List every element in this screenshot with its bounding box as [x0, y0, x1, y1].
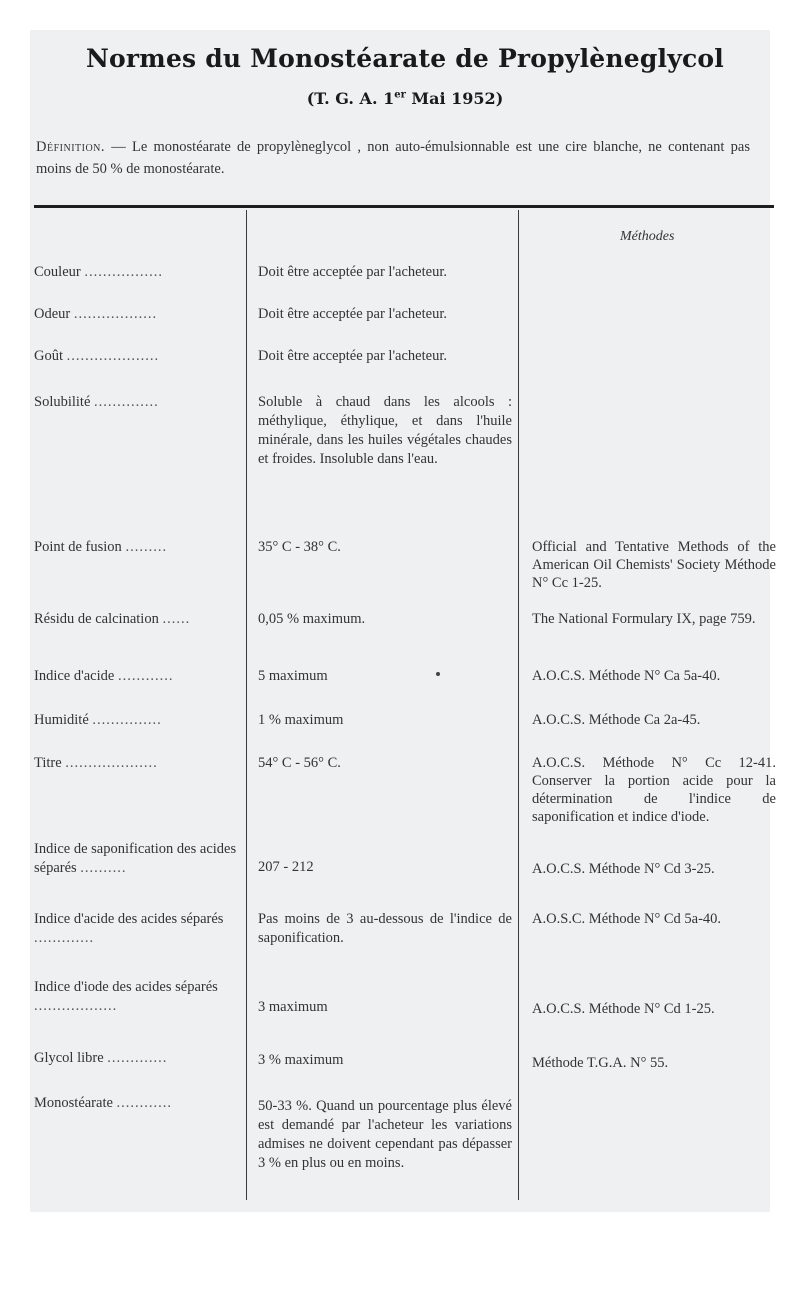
- page-title: Normes du Monostéarate de Propylèneglycol: [86, 44, 724, 73]
- subtitle-post: Mai 1952): [405, 89, 504, 108]
- row-label: Humidité ...............: [34, 712, 162, 728]
- row-value: Doit être acceptée par l'acheteur.: [258, 264, 447, 280]
- row-method: A.O.C.S. Méthode N° Cd 3-25.: [532, 861, 715, 877]
- row-label: Solubilité ..............: [34, 394, 159, 410]
- row-value: 35° C - 38° C.: [258, 539, 341, 555]
- row-value: 207 - 212: [258, 859, 314, 875]
- row-value: 50-33 %. Quand un pourcentage plus élevé est demandé par l'acheteur les variations admises ne doivent cependant pas dépasser 3 % en plus ou en moins.: [258, 1098, 512, 1171]
- column-divider-1: [246, 210, 247, 1200]
- row-method: Méthode T.G.A. N° 55.: [532, 1055, 669, 1071]
- definition-paragraph: [36, 136, 750, 180]
- row-value: Pas moins de 3 au-dessous de l'indice de saponification.: [258, 911, 512, 946]
- row-value: Doit être acceptée par l'acheteur.: [258, 348, 447, 364]
- row-method: A.O.C.S. Méthode Ca 2a-45.: [532, 712, 701, 728]
- row-value: 1 % maximum: [258, 712, 344, 728]
- row-value: 3 maximum: [258, 999, 328, 1015]
- row-value: 0,05 % maximum.: [258, 611, 366, 627]
- row-value: 3 % maximum: [258, 1052, 344, 1068]
- row-label: Indice d'acide ............: [34, 668, 174, 684]
- subtitle-sup: er: [394, 89, 406, 101]
- row-value: Doit être acceptée par l'acheteur.: [258, 306, 447, 322]
- row-method: The National Formulary IX, page 759.: [532, 611, 756, 627]
- row-label: Indice d'acide des acides séparés .............: [34, 911, 224, 946]
- page-subtitle: [0, 89, 800, 108]
- print-speck: [436, 672, 440, 676]
- row-method: Official and Tentative Methods of the American Oil Chemists' Society Méthode N° Cc 1-25.: [532, 539, 776, 591]
- row-label: Monostéarate ............: [34, 1095, 173, 1111]
- row-label: Goût ....................: [34, 348, 160, 364]
- methods-column-header: Méthodes: [620, 229, 675, 244]
- subtitle-pre: (T. G. A. 1: [306, 89, 395, 108]
- row-method: A.O.C.S. Méthode N° Cc 12-41. Conserver la portion acide pour la détermination de l'indice de saponification et indice d'iode.: [532, 755, 776, 825]
- row-method: A.O.C.S. Méthode N° Ca 5a-40.: [532, 668, 721, 684]
- row-value: Soluble à chaud dans les alcools : méthylique, éthylique, et dans l'huile minérale, dans les huiles végétales chaudes et froides. Insoluble dans l'eau.: [258, 394, 512, 467]
- definition-dash: —: [105, 139, 132, 155]
- definition-label: Définition.: [36, 139, 106, 155]
- row-label: Titre ....................: [34, 755, 158, 771]
- row-label: Indice de saponification des acides séparés ..........: [34, 841, 237, 876]
- definition-text: Le monostéarate de propylèneglycol , non auto-émulsionnable est une cire blanche, ne contenant pas moins de 50 % de monostéarate.: [36, 139, 750, 177]
- row-method: A.O.C.S. Méthode N° Cd 1-25.: [532, 1001, 715, 1017]
- row-label: Résidu de calcination ......: [34, 611, 191, 627]
- table-top-rule: [34, 205, 774, 208]
- row-label: Indice d'iode des acides séparés ..................: [34, 979, 218, 1014]
- row-label: Odeur ..................: [34, 306, 158, 322]
- row-value: 54° C - 56° C.: [258, 755, 341, 771]
- row-label: Point de fusion .........: [34, 539, 168, 555]
- row-label: Couleur .................: [34, 264, 163, 280]
- row-value: 5 maximum: [258, 668, 328, 684]
- row-method: A.O.S.C. Méthode N° Cd 5a-40.: [532, 911, 722, 927]
- row-label: Glycol libre .............: [34, 1050, 168, 1066]
- column-divider-2: [518, 210, 519, 1200]
